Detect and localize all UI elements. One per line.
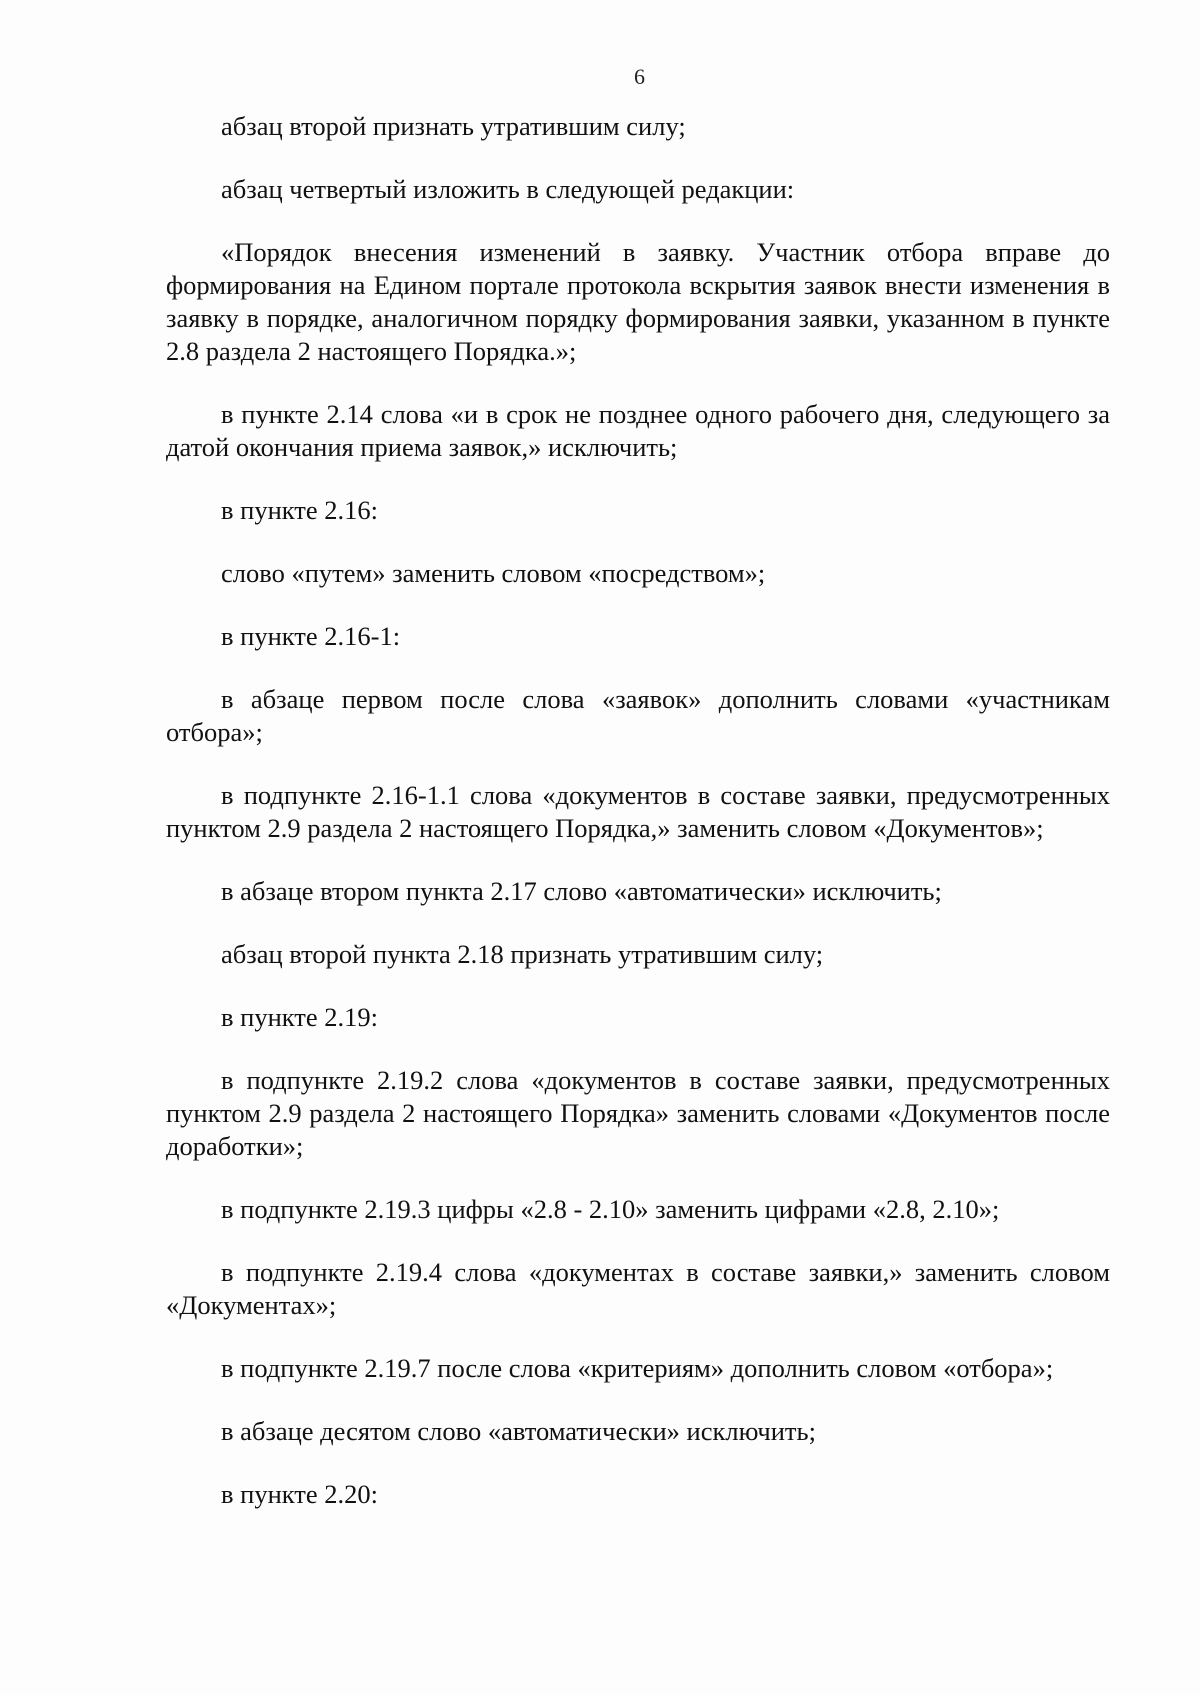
paragraph-3: «Порядок внесения изменений в заявку. Участник отбора вправе до формирования на Едином портале протокола вскрытия заявок внести изменения в заявку в порядке, аналогичном порядку формирования заявки, указанном в пункте 2.8 раздела 2 настоящего Порядка.»;: [166, 237, 1110, 366]
paragraph-11: абзац второй пункта 2.18 признать утратившим силу;: [221, 939, 824, 969]
paragraph-13: в подпункте 2.19.2 слова «документов в составе заявки, предусмотренных пунктом 2.9 раздела 2 настоящего Порядка» заменить словами «Документов после доработки»;: [166, 1065, 1110, 1161]
paragraph-5: в пункте 2.16:: [221, 495, 378, 525]
paragraph-1: абзац второй признать утратившим силу;: [221, 111, 686, 141]
paragraph-18: в пункте 2.20:: [221, 1479, 378, 1509]
paragraph-4: в пункте 2.14 слова «и в срок не позднее одного рабочего дня, следующего за датой окончания приема заявок,» исключить;: [166, 399, 1110, 462]
paragraph-8: в абзаце первом после слова «заявок» дополнить словами «участникам отбора»;: [166, 684, 1110, 747]
paragraph-2: абзац четвертый изложить в следующей редакции:: [221, 174, 795, 204]
paragraph-6: слово «путем» заменить словом «посредством»;: [221, 558, 766, 588]
document-body: [166, 110, 1110, 1541]
paragraph-14: в подпункте 2.19.3 цифры «2.8 - 2.10» заменить цифрами «2.8, 2.10»;: [221, 1194, 1000, 1224]
paragraph-10: в абзаце втором пункта 2.17 слово «автоматически» исключить;: [221, 876, 942, 906]
page-number: 6: [634, 64, 645, 89]
paragraph-7: в пункте 2.16-1:: [221, 621, 401, 651]
paragraph-15: в подпункте 2.19.4 слова «документах в составе заявки,» заменить словом «Документах»;: [166, 1257, 1110, 1320]
paragraph-9: в подпункте 2.16-1.1 слова «документов в составе заявки, предусмотренных пунктом 2.9 раздела 2 настоящего Порядка,» заменить словом «Документов»;: [166, 780, 1110, 843]
paragraph-12: в пункте 2.19:: [221, 1002, 378, 1032]
paragraph-16: в подпункте 2.19.7 после слова «критериям» дополнить словом «отбора»;: [221, 1353, 1054, 1383]
paragraph-17: в абзаце десятом слово «автоматически» исключить;: [221, 1416, 816, 1446]
